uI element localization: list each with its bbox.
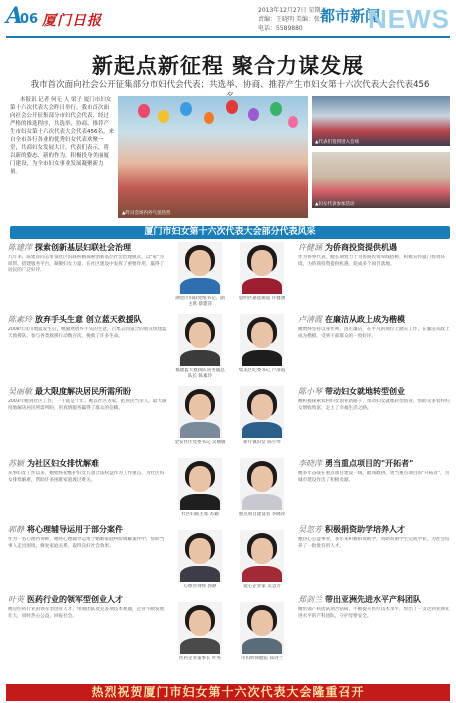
portrait xyxy=(174,242,226,308)
profile-title: 为社区妇女排忧解难 xyxy=(27,459,99,468)
footer-banner-text: 热烈祝贺厦门市妇女第十六次代表大会隆重召开 xyxy=(91,685,365,699)
profile-body: 作为侨界代表，她长期致力于为侨商投资牵线搭桥，积极宣传厦门投资环境，为侨商投资提供机遇，促成多个项目落地。 xyxy=(298,255,446,267)
portrait-caption: 金安社区党委书记 吴丽敏 xyxy=(174,440,226,445)
profile-item xyxy=(8,594,168,687)
profile-heading xyxy=(298,458,450,469)
profile-name: 吴丽敏 xyxy=(8,387,32,396)
portrait-clothing xyxy=(180,350,220,366)
profile-name: 陈素玲 xyxy=(8,315,32,324)
profile-item xyxy=(8,524,168,595)
profile-item xyxy=(8,458,168,529)
portrait-caption: 湖里区妇联党组书记、副主席 蔡建萍 xyxy=(175,296,225,307)
profile-title: 将心理辅导运用于部分案件 xyxy=(27,525,123,534)
portrait xyxy=(236,242,288,308)
profile-name: 叶英 xyxy=(8,595,24,604)
portrait xyxy=(174,314,226,380)
profile-heading xyxy=(298,242,450,253)
profile-item xyxy=(298,314,450,385)
main-photo-caption: ▲昨日会场内外气氛热烈 xyxy=(122,211,171,216)
portrait-clothing xyxy=(242,350,282,366)
profile-name: 李晓萍 xyxy=(298,459,322,468)
portrait-clothing xyxy=(242,278,282,294)
meta-editor: 责编：王晓明 美编：张 丹 xyxy=(258,16,328,23)
portrait xyxy=(236,386,288,452)
profile-heading xyxy=(8,524,168,535)
profile-body: 作为一名心理咨询师，她将心理辅导运用于婚姻家庭纠纷调解案件中，帮助当事人走出困境，修复家庭关系，取得良好社会效果。 xyxy=(8,537,165,549)
profile-item xyxy=(298,458,450,529)
meta-date: 2013年12月27日 星期五 xyxy=(258,7,327,14)
main-photo xyxy=(118,96,308,218)
portrait xyxy=(236,602,288,668)
profile-body: 2008年汶川地震发生后，她毅然放弃手头的生意，召集志同道合的朋友组建蓝天救援队，参与各类救援行动数百次，挽救了许多生命。 xyxy=(8,327,167,339)
portrait xyxy=(174,530,226,596)
profile-name: 吴忽芳 xyxy=(298,525,322,534)
profile-heading xyxy=(298,314,450,325)
profile-title: 放弃手头生意 创立蓝天救援队 xyxy=(35,315,142,324)
profile-item xyxy=(8,386,168,457)
profile-title: 探索创新基层妇联社会治理 xyxy=(35,243,131,252)
portrait-clothing xyxy=(242,494,282,510)
intro-article xyxy=(10,96,114,226)
portrait-caption: 医药企业董事长 叶英 xyxy=(179,656,221,661)
portrait xyxy=(174,386,226,452)
profile-name: 郑剑兰 xyxy=(298,595,322,604)
section-banner-text: 厦门市妇女第十六次代表大会部分代表风采 xyxy=(144,227,316,237)
profile-item xyxy=(298,524,450,595)
subheadline: 我市首次面向社会公开征集部分市妇代会代表；共选举、协商、推荐产生市妇女第十六次代表大会代表456 xyxy=(30,80,430,90)
profile-item xyxy=(298,386,450,457)
profile-name: 郭静 xyxy=(8,525,24,534)
portrait xyxy=(236,458,288,524)
profile-title: 勇当重点项目的"开拓者" xyxy=(325,459,414,468)
profile-body: 2003年她到社区工作，一干就是十年。她以社区为家，把居民当亲人，最大限度地解决居民所需所盼，用真情服务赢得了群众的信赖。 xyxy=(8,399,167,411)
side-photo-top xyxy=(312,96,450,146)
header-rule xyxy=(6,36,450,38)
portrait-grid xyxy=(172,242,294,682)
profile-item xyxy=(8,314,168,385)
page-letter: A xyxy=(6,3,24,29)
profile-body: 九年来，陈建萍同志带领社区妇联积极探索创新基层社会治理模式，以"家"为纽带，搭建服务平台，凝聚妇女力量，在社区建设中发挥了重要作用，赢得了居民的广泛好评。 xyxy=(8,255,165,274)
profile-body: 她是医药行业的领军型创业人才，带领团队攻克多项技术难题，企业不断发展壮大，同时热心公益，回报社会。 xyxy=(8,607,165,619)
profile-title: 为侨商投资提供机遇 xyxy=(325,243,397,252)
section-title-en: NEWS xyxy=(368,4,450,34)
profile-title: 积极捐资助学培养人才 xyxy=(325,525,405,534)
headline: 新起点新征程 聚合力谋发展 xyxy=(91,54,365,78)
profile-body: 她带领产科团队刻苦钻研，不断提升医疗技术水平，带出了一支达到亚洲先进水平的产科团队，守护母婴安全。 xyxy=(298,607,450,619)
profile-title: 带动妇女就地转型创业 xyxy=(325,387,405,396)
portrait-caption: 集美区纪委书记 卢清霞 xyxy=(238,368,286,373)
side-photo-top-caption: ▲代表们签到进入会场 xyxy=(315,140,359,145)
portrait-clothing xyxy=(180,566,220,582)
portrait-clothing xyxy=(180,422,220,438)
portrait xyxy=(236,314,288,380)
profile-body: 她始终坚持以身作则，清正廉洁，在平凡的岗位上踏实工作，在廉洁从政上成为楷模，受到干部群众的一致好评。 xyxy=(298,327,450,339)
portrait-caption: 社区妇联主席 苏颖 xyxy=(181,512,219,517)
portrait-clothing xyxy=(242,422,282,438)
profile-title: 医药行业的领军型创业人才 xyxy=(27,595,123,604)
portrait-clothing xyxy=(180,494,220,510)
profile-name: 陈建萍 xyxy=(8,243,32,252)
portrait xyxy=(174,602,226,668)
profile-item xyxy=(298,594,450,687)
profile-heading xyxy=(298,594,450,605)
meta-phone: 电话：5589880 xyxy=(258,25,303,32)
profile-heading xyxy=(298,386,450,397)
section-title-cn: 都市新闻 xyxy=(320,7,381,25)
portrait-caption: 重点项目建设者 李晓萍 xyxy=(238,512,286,517)
profile-heading xyxy=(8,242,168,253)
portrait xyxy=(174,458,226,524)
profile-name: 卢清霞 xyxy=(298,315,322,324)
portrait-caption: 新圩镇妇女 陈小琴 xyxy=(243,440,281,445)
page-header xyxy=(0,0,456,40)
profile-title: 在廉洁从政上成为楷模 xyxy=(325,315,405,324)
profile-name: 许健涵 xyxy=(298,243,322,252)
portrait xyxy=(236,530,288,596)
profile-item xyxy=(8,242,168,313)
side-photo-bottom xyxy=(312,152,450,208)
profile-heading xyxy=(8,458,168,469)
profile-heading xyxy=(8,314,168,325)
portrait-clothing xyxy=(180,278,220,294)
profile-title: 最大限度解决居民所需所盼 xyxy=(35,387,131,396)
portrait-caption: 爱心企业家 吴忽芳 xyxy=(243,584,281,589)
profile-title: 带出亚洲先进水平产科团队 xyxy=(325,595,421,604)
intro-text: 本报讯 记者 何无 人 梁子 厦门市妇女第十六次代表大会昨日举行。我市首次面向社会公开征集部分市妇代会代表，经过严格的推选程序，共选举、协商、推荐产生市妇女第十六次代表大会代表456名。来自全市各行各业的优秀妇女代表欢聚一堂，共商妇女发展大计。代表们表示，将以新的姿态、新的作为，积极投身美丽厦门建设，为全市妇女事业发展凝聚新力量。 xyxy=(10,97,114,175)
portrait-clothing xyxy=(180,638,220,654)
profile-heading xyxy=(8,386,168,397)
profile-body: 她热心公益事业，多年来积极捐资助学，资助贫困学生完成学业，为社会培养了一批批有用人才。 xyxy=(298,537,450,549)
page-number: 06 xyxy=(20,12,39,27)
section-banner xyxy=(10,226,450,239)
profile-body: 她积极探索农村妇女创业新路子，带动妇女就地转型创业，帮助众多农村妇女增收致富，走上了幸福生活之路。 xyxy=(298,399,450,411)
footer-banner xyxy=(6,684,450,701)
profile-body: 她多年奋战在重点项目建设一线，敢闯敢拼，勇当重点项目的"开拓者"，为城市建设作出了积极贡献。 xyxy=(298,471,450,483)
side-photo-bottom-caption: ▲妇女代表参加活动 xyxy=(315,202,355,207)
profile-heading xyxy=(298,524,450,535)
portrait-caption: 心理咨询师 郭静 xyxy=(183,584,217,589)
profile-name: 陈小琴 xyxy=(298,387,322,396)
portrait-caption: 福建蓝天救援队常务副总队长 陈素玲 xyxy=(175,368,225,379)
profile-item xyxy=(298,242,450,313)
portrait-caption: 市妇幼保健院 郑剑兰 xyxy=(241,656,283,661)
portrait-clothing xyxy=(242,638,282,654)
paper-masthead: 厦门日报 xyxy=(42,13,102,29)
profile-name: 苏颖 xyxy=(8,459,24,468)
profile-heading xyxy=(8,594,168,605)
portrait-clothing xyxy=(242,566,282,582)
portrait-caption: 思明区嘉莲街道 许健涵 xyxy=(238,296,286,301)
profile-body: 从事妇女工作以来，她始终把维护妇女儿童合法权益作为工作重点，为社区妇女排忧解难，帮助许多困难家庭渡过难关。 xyxy=(8,471,165,483)
